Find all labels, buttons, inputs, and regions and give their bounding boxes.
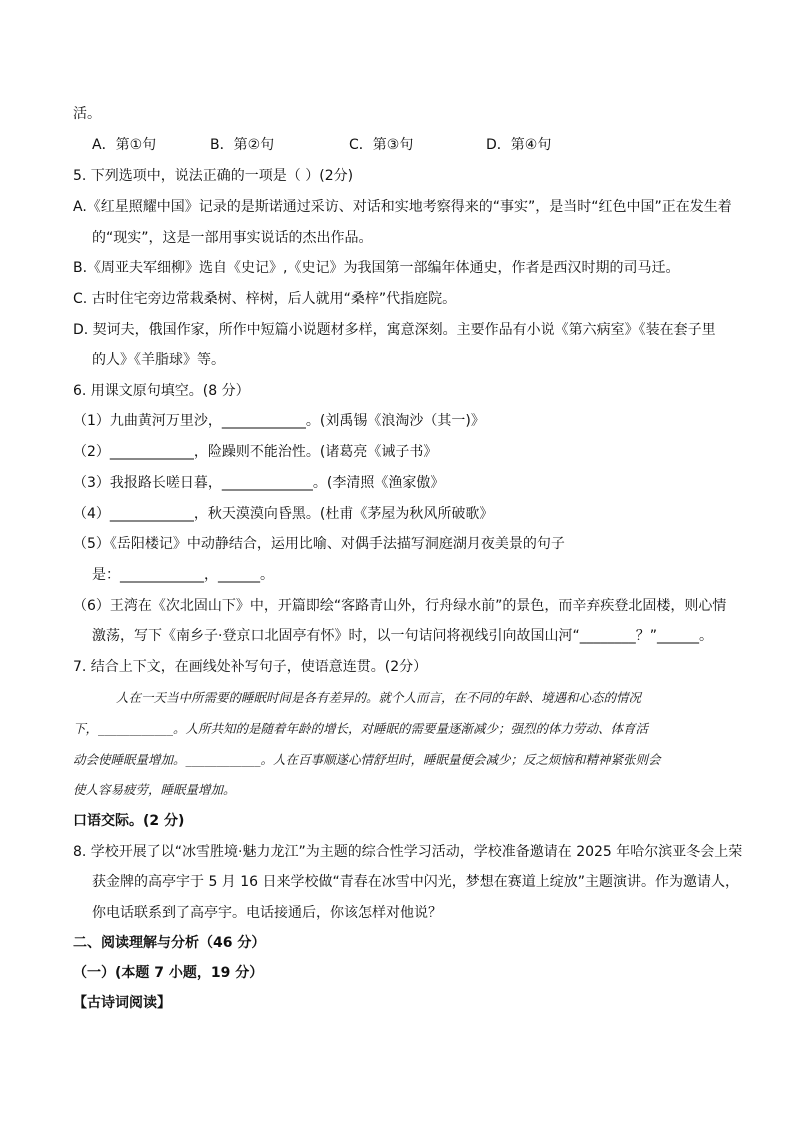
q6-item-5: （5）《岳阳楼记》中动静结合，运用比喻、对偶手法描写洞庭湖月夜美景的句子	[73, 536, 565, 552]
option-a: A．第①句	[92, 137, 157, 153]
q5-option-b: B.《周亚夫军细柳》选自《史记》,《史记》为我国第一部编年体通史，作者是西汉时期的司马迁。	[73, 260, 680, 276]
q6-item-3: （3）我报路长嗟日暮，_____________。(李清照《渔家傲》	[73, 475, 445, 491]
q5-option-c: C. 古时住宅旁边常栽桑树、梓树，后人就用“桑梓”代指庭院。	[73, 291, 457, 307]
option-b: B．第②句	[210, 137, 275, 153]
question-6: 6. 用课文原句填空。(8 分）	[73, 383, 250, 399]
q5-option-a: A.《红星照耀中国》记录的是斯诺通过采访、对话和实地考察得来的“事实”，是当时“红色中国”正在发生着	[73, 199, 732, 215]
passage-line: 使人容易疲劳，睡眠量增加。	[73, 782, 236, 797]
option-d: D．第④句	[486, 137, 552, 153]
subsection-heading: （一）(本题 7 小题，19 分）	[73, 965, 264, 981]
section-2-heading: 二、阅读理解与分析（46 分）	[73, 935, 266, 951]
question-5: 5. 下列选项中，说法正确的一项是（ ）(2分)	[73, 168, 354, 184]
passage-line: 动会使睡眠量增加。____________。人在百事顺遂心情舒坦时，睡眠量便会减少；反之烦恼和精神紧张则会	[73, 752, 661, 767]
passage-line: 人在一天当中所需要的睡眠时间是各有差异的。就个人而言，在不同的年龄、境遇和心态的情况	[116, 690, 642, 705]
question-8-cont: 获金牌的高亭宇于 5 月 16 日来学校做“青春在冰雪中闪光，梦想在赛道上绽放”主题演讲。作为邀请人，	[92, 874, 740, 890]
option-c: C．第③句	[349, 137, 414, 153]
q6-item-5-cont: 是：____________，______。	[92, 567, 274, 583]
q6-item-6: （6）王湾在《次北固山下》中，开篇即绘“客路青山外，行舟绿水前”的景色，而辛弃疾登北固楼，则心情	[73, 598, 727, 614]
q6-item-6-cont: 激荡，写下《南乡子·登京口北固亭有怀》时，以一句诘问将视线引向故国山河“________？”______。	[92, 628, 713, 644]
poem-reading-heading: 【古诗词阅读】	[73, 995, 171, 1011]
q5-option-d-cont: 的人》《羊脂球》等。	[92, 352, 225, 368]
question-8: 8. 学校开展了以“冰雪胜境·魅力龙江”为主题的综合性学习活动，学校准备邀请在 2025 年哈尔滨亚冬会上荣	[73, 844, 743, 860]
question-8-cont: 你电话联系到了高亭宇。电话接通后，你该怎样对他说？	[92, 905, 442, 921]
q5-option-d: D. 契诃夫，俄国作家，所作中短篇小说题材多样，寓意深刻。主要作品有小说《第六病室》《装在套子里	[73, 322, 716, 338]
q6-item-1: （1）九曲黄河万里沙，____________。(刘禹锡《浪淘沙（其一)》	[73, 413, 485, 429]
passage-line: 下，____________。人所共知的是随着年龄的增长，对睡眠的需要量逐渐减少；强烈的体力劳动、体育活	[73, 721, 649, 736]
text-line: 活。	[73, 106, 101, 122]
q5-option-a-cont: 的“现实”，这是一部用事实说话的杰出作品。	[92, 230, 373, 246]
q6-item-4: （4）____________，秋天漠漠向昏黑。(杜甫《茅屋为秋风所破歌》	[73, 506, 494, 522]
oral-heading: 口语交际。(2 分)	[73, 813, 185, 829]
question-7: 7. 结合上下文，在画线处补写句子，使语意连贯。(2分）	[73, 659, 428, 675]
q6-item-2: （2）____________，险躁则不能治性。(诸葛亮《诫子书》	[73, 444, 438, 460]
